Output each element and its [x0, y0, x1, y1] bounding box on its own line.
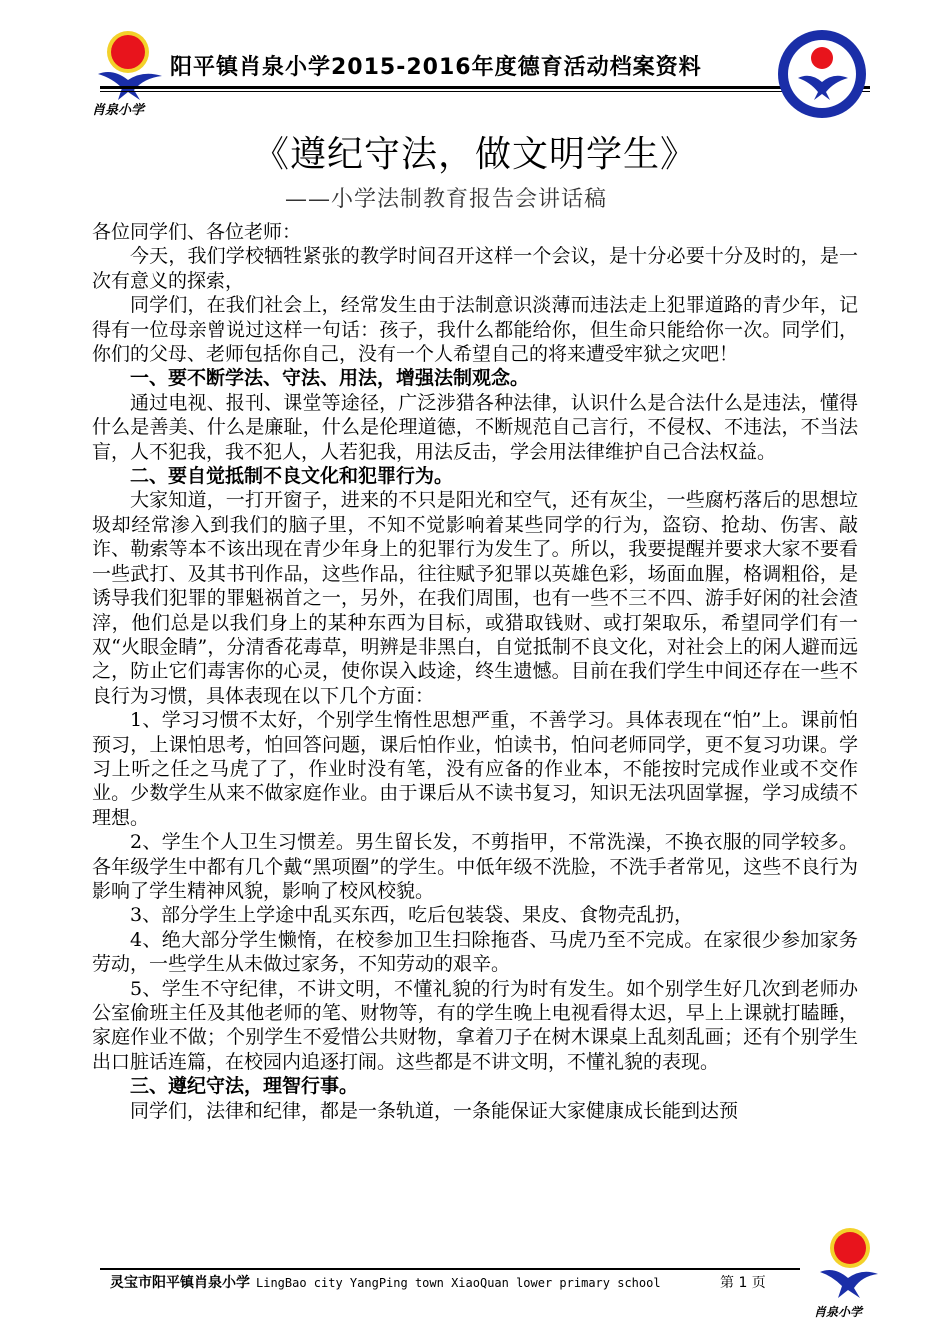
list-item: 5、学生不守纪律，不讲文明，不懂礼貌的行为时有发生。如个别学生好几次到老师办公室偷班主任及其他老师的笔、财物等，有的学生晚上电视看得太迟，早上上课就打瞌睡，家庭作业不做；个别学生不爱惜公共财物，拿着刀子在树木课桌上乱刻乱画；还有个别学生出口脏话连篇，在校园内追逐打闹。这些都是不讲文明，不懂礼貌的表现。	[92, 977, 858, 1073]
school-seal-right-icon	[776, 28, 868, 120]
paragraph: 同学们，在我们社会上，经常发生由于法制意识淡薄而违法走上犯罪道路的青少年，记得有一位母亲曾说过这样一句话：孩子，我什么都能给你，但生命只能给你一次。同学们，你们的父母、老师包括你自己，没有一个人希望自己的将来遭受牢狱之灾吧！	[92, 294, 858, 366]
list-item: 1、学习习惯不太好，个别学生惰性思想严重，不善学习。具体表现在“怕”上。课前怕预习，上课怕思考，怕回答问题，课后怕作业，怕读书，怕问老师同学，更不复习功课。学习上听之任之马虎了了，作业时没有笔，没有应备的作业本，不能按时完成作业或不交作业。少数学生从来不做家庭作业。由于课后从不读书复习，知识无法巩固掌握，学习成绩不理想。	[92, 709, 858, 829]
header-rule	[100, 86, 870, 89]
logo-left-lettering: 肖泉小学	[92, 103, 145, 118]
school-logo-left-icon	[88, 28, 170, 120]
document-subtitle: ——小学法制教育报告会讲话稿	[285, 187, 608, 212]
salutation: 各位同学们、各位老师：	[92, 221, 302, 243]
header-title: 阳平镇肖泉小学2015-2016年度德育活动档案资料	[170, 55, 702, 80]
paragraph: 今天，我们学校牺牲紧张的教学时间召开这样一个会议，是十分必要十分及时的，是一次有意义的探索，	[92, 245, 858, 292]
section-heading: 一、要不断学法、守法、用法，增强法制观念。	[130, 367, 530, 390]
footer	[110, 1272, 810, 1292]
list-item: 2、学生个人卫生习惯差。男生留长发，不剪指甲，不常洗澡，不换衣服的同学较多。各年级学生中都有几个戴“黑项圈”的学生。中低年级不洗脸，不洗手者常见，这些不良行为影响了学生精神风貌，影响了校风校貌。	[92, 831, 858, 902]
header-rule-thin	[100, 91, 870, 92]
footer-school-en: LingBao city YangPing town XiaoQuan lower primary school	[256, 1276, 661, 1290]
paragraph: 通过电视、报刊、课堂等途径，广泛涉猎各种法律，认识什么是合法什么是违法，懂得什么是善美、什么是廉耻，什么是伦理道德，不断规范自己言行，不侵权、不违法，不当法盲，人不犯我，我不犯人，人若犯我，用法反击，学会用法律维护自己合法权益。	[92, 391, 858, 463]
paragraph: 大家知道，一打开窗子，进来的不只是阳光和空气，还有灰尘，一些腐朽落后的思想垃圾却经常渗入到我们的脑子里，不知不觉影响着某些同学的行为，盗窃、抢劫、伤害、敲诈、勒索等本不该出现在青少年身上的犯罪行为发生了。所以，我要提醒并要求大家不要看一些武打、及其书刊作品，这些作品，往往赋予犯罪以英雄色彩，场面血腥，格调粗俗，是诱导我们犯罪的罪魁祸首之一，另外，在我们周围，也有一些不三不四、游手好闲的社会渣滓，他们总是以我们身上的某种东西为目标，或猎取钱财、或打架取乐，希望同学们有一双“火眼金睛”，分清香花毒草，明辨是非黑白，自觉抵制不良文化，对社会上的闲人避而远之，防止它们毒害你的心灵，使你误入歧途，终生遗憾。目前在我们学生中间还存在一些不良行为习惯，具体表现在以下几个方面：	[92, 489, 858, 707]
document-title: 《遵纪守法，做文明学生》	[252, 134, 697, 175]
footer-school-cn: 灵宝市阳平镇肖泉小学	[110, 1275, 250, 1291]
footer-rule	[100, 1268, 800, 1270]
section-heading: 三、遵纪守法，理智行事。	[130, 1075, 359, 1098]
school-logo-footer-icon	[812, 1222, 882, 1322]
logo-foot-lettering: 肖泉小学	[814, 1305, 863, 1319]
page-number: 第 1 页	[720, 1275, 766, 1291]
paragraph: 同学们，法律和纪律，都是一条轨道，一条能保证大家健康成长能到达预	[130, 1099, 739, 1122]
section-heading: 二、要自觉抵制不良文化和犯罪行为。	[130, 465, 454, 488]
document-body	[92, 220, 858, 1270]
list-item: 4、绝大部分学生懒惰，在校参加卫生扫除拖沓、马虎乃至不完成。在家很少参加家务劳动，一些学生从未做过家务，不知劳动的艰辛。	[92, 928, 858, 976]
list-item: 3、部分学生上学途中乱买东西，吃后包装袋、果皮、食物壳乱扔，	[130, 904, 694, 927]
